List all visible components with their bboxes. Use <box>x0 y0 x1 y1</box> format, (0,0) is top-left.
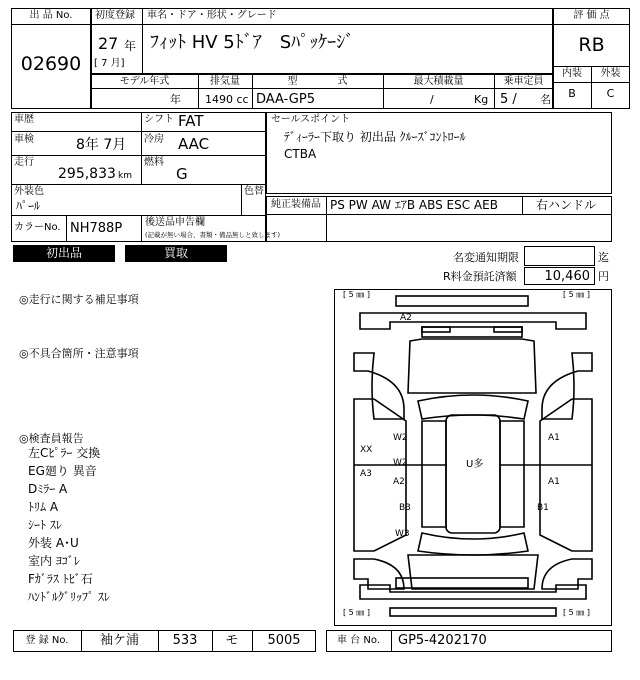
chassis-number: GP5-4202170 <box>398 633 487 648</box>
mark-b1: B1 <box>537 503 549 513</box>
inspector-report-item: Dﾐﾗｰ A <box>28 482 68 496</box>
history-label: 車歴 <box>14 114 34 125</box>
mark-left-rear-door-w: W2 <box>393 458 408 468</box>
inspection: 8年 7月 <box>76 137 127 153</box>
lot-number: 02690 <box>20 53 82 75</box>
color-change-label: 色替 <box>244 186 264 197</box>
color-no-label: カラーNo. <box>14 222 61 233</box>
shift-label: シフト <box>144 114 174 125</box>
car-name: ﾌｨｯﾄ HV 5ﾄﾞｱ Sﾊﾟｯｹｰｼﾞ <box>150 32 355 53</box>
capacity-unit: 名 <box>540 93 551 106</box>
inspector-report-item: EG廻り 異音 <box>28 464 97 478</box>
tire-tread-front-right: [ 5 ㎜ ] <box>563 290 590 299</box>
shift: FAT <box>178 112 204 130</box>
recycle-fee-unit: 円 <box>598 270 609 283</box>
evaluation-score: RB <box>578 34 605 56</box>
ac: AAC <box>178 135 210 153</box>
mark-right-rear-door: A1 <box>548 477 560 487</box>
tire-tread-rear-left: [ 5 ㎜ ] <box>343 608 370 617</box>
mark-roof: U多 <box>466 459 484 470</box>
model-code: DAA-GP5 <box>256 92 315 107</box>
tire-tread-rear-right: [ 5 ㎜ ] <box>563 608 590 617</box>
model-code-label: 型 式 <box>287 76 348 87</box>
inspector-report-item: 室内 ﾖｺﾞﾚ <box>28 554 80 568</box>
fuel: G <box>176 165 188 183</box>
first-listing-badge: 初出品 <box>13 245 115 262</box>
inspector-report-item: ﾄﾘﾑ A <box>28 500 59 514</box>
fuel-label: 燃料 <box>144 157 164 168</box>
displacement-label: 排気量 <box>210 76 240 87</box>
lot-number-label: 出 品 No. <box>29 10 73 21</box>
defect-notes-label: ◎不具合箇所・注意事項 <box>19 347 139 360</box>
mark-front-bumper: A2 <box>400 313 412 323</box>
color-no: NH788P <box>70 221 123 236</box>
mileage-unit: km <box>118 171 132 181</box>
sales-point-line-1: ﾃﾞｨｰﾗｰ下取り 初出品 ｸﾙｰｽﾞｺﾝﾄﾛｰﾙ <box>284 130 466 144</box>
exterior-color: ﾊﾟｰﾙ <box>16 199 41 213</box>
model-year-unit: 年 <box>170 93 181 106</box>
car-name-label: 車名・ドア・形状・グレード <box>147 10 277 21</box>
inspector-report-item: ｼｰﾄ ｽﾚ <box>28 518 62 532</box>
inspector-report-item: 左Cﾋﾟﾗｰ 交換 <box>28 446 101 460</box>
tire-tread-front-left: [ 5 ㎜ ] <box>343 290 370 299</box>
inspector-report-item: 外装 A･U <box>28 536 79 550</box>
mark-xx: XX <box>360 445 373 455</box>
capacity-label: 乗車定員 <box>503 76 544 87</box>
ac-label: 冷房 <box>144 134 164 145</box>
recycle-fee: 10,460 <box>544 269 590 284</box>
first-registration-label: 初度登録 <box>95 10 135 21</box>
equipment-label: 純正装備品 <box>271 199 321 210</box>
exterior-grade: C <box>606 87 615 100</box>
sales-point-label: セールスポイント <box>271 114 351 125</box>
steering-side: 右ハンドル <box>536 198 597 212</box>
evaluation-label: 評 価 点 <box>573 10 610 21</box>
mark-b3: B3 <box>399 503 411 513</box>
inspector-report-label: ◎検査員報告 <box>19 432 84 445</box>
purchase-badge: 買取 <box>125 245 227 262</box>
model-year-label: モデル年式 <box>119 76 170 87</box>
max-load-label: 最大積載量 <box>413 76 464 87</box>
first-registration-year: 27 <box>98 34 119 53</box>
mileage: 295,833 <box>58 166 116 182</box>
registration-number-label: 登 録 No. <box>25 635 69 646</box>
max-load-slash: / <box>430 93 434 106</box>
mark-a3: A3 <box>360 469 372 479</box>
registration-kana: モ <box>225 633 239 648</box>
sales-point-line-2: CTBA <box>284 147 317 161</box>
registration-number: 5005 <box>267 633 301 648</box>
registration-region: 袖ケ浦 <box>99 633 139 648</box>
exterior-color-label: 外装色 <box>14 186 44 197</box>
name-change-deadline-label: 名変通知期限 <box>453 251 519 264</box>
inspector-report-item: ﾊﾝﾄﾞﾙｸﾞﾘｯﾌﾟ ｽﾚ <box>28 590 110 604</box>
mark-left-front-door: W2 <box>393 433 408 443</box>
post-document-note: (記載が無い場合、書類・備品無しと致します) <box>145 231 281 239</box>
mileage-label: 走行 <box>14 157 34 168</box>
first-registration-month: [ 7 月] <box>94 58 125 69</box>
driving-notes-label: ◎走行に関する補足事項 <box>19 293 139 306</box>
equipment: PS PW AW ｴｱB ABS ESC AEB <box>330 198 498 212</box>
mark-w3: W3 <box>395 529 410 539</box>
car-body-diagram <box>334 289 612 626</box>
capacity: 5 / <box>500 92 517 107</box>
max-load-unit: Kg <box>474 93 489 106</box>
mark-right-front-door: A1 <box>548 433 560 443</box>
post-document-label: 後送品申告欄 <box>145 217 205 228</box>
name-change-deadline-unit: 迄 <box>598 251 609 264</box>
mark-left-rear-door-a: A2 <box>393 477 405 487</box>
chassis-number-label: 車 台 No. <box>337 635 380 646</box>
registration-class: 533 <box>172 633 198 648</box>
exterior-grade-label: 外装 <box>600 68 621 79</box>
recycle-fee-label: R料金預託済額 <box>443 270 517 283</box>
displacement: 1490 cc <box>205 93 249 106</box>
interior-grade-label: 内装 <box>562 68 582 79</box>
inspection-label: 車検 <box>14 134 34 145</box>
inspector-report-item: Fｶﾞﾗｽ ﾄﾋﾞ石 <box>28 572 93 586</box>
first-registration-year-unit: 年 <box>124 39 137 53</box>
interior-grade: B <box>568 87 576 100</box>
name-change-deadline-box <box>524 246 595 266</box>
post-document-area <box>266 215 612 242</box>
